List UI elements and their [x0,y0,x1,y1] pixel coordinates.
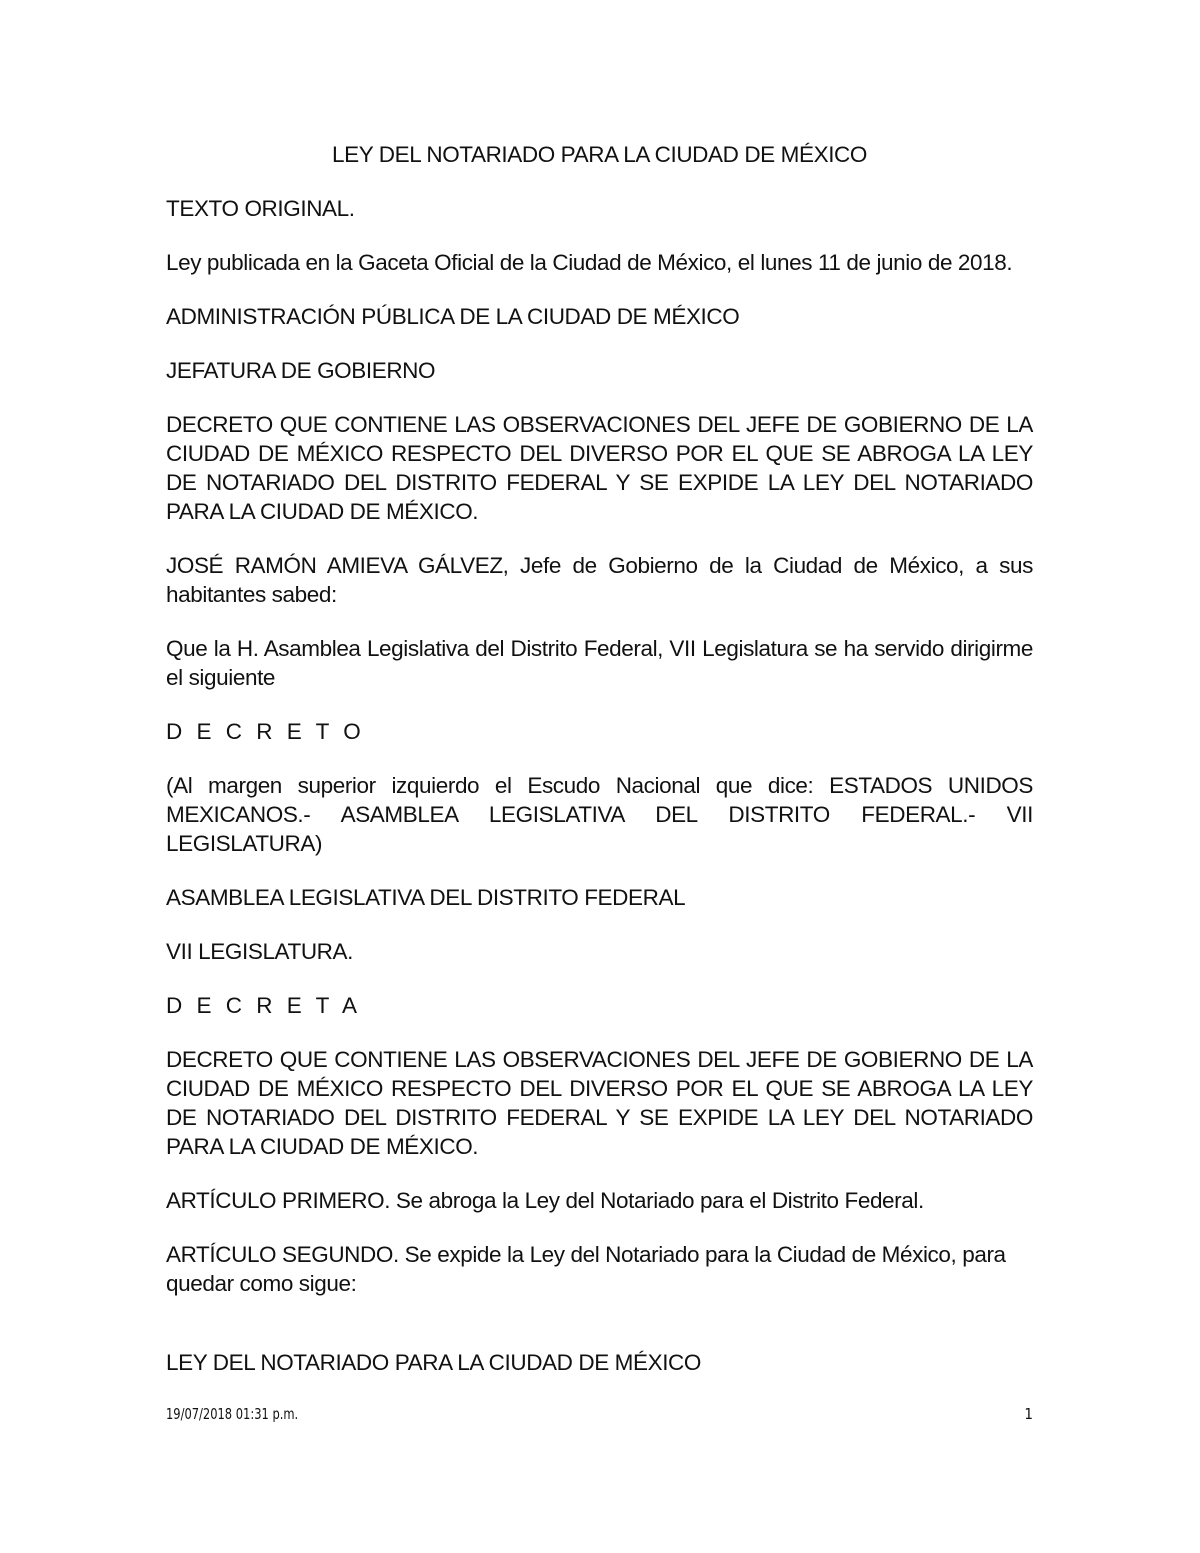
footer-timestamp: 19/07/2018 01:31 p.m. [166,1405,299,1423]
paragraph-publication: Ley publicada en la Gaceta Oficial de la Ciudad de México, el lunes 11 de junio de 2018. [166,250,1013,275]
paragraph-articulo-primero: ARTÍCULO PRIMERO. Se abroga la Ley del Notariado para el Distrito Federal. [166,1188,924,1213]
paragraph-decreto-heading-2: DECRETO QUE CONTIENE LAS OBSERVACIONES DEL JEFE DE GOBIERNO DE LA CIUDAD DE MÉXICO RESPECTO DEL DIVERSO POR EL QUE SE ABROGA LA LEY DE NOTARIADO DEL DISTRITO FEDERAL Y SE EXPIDE LA LEY DEL NOTARIADO PARA LA CIUDAD DE MÉXICO. [166,1047,1033,1159]
paragraph-ley-title-repeat: LEY DEL NOTARIADO PARA LA CIUDAD DE MÉXICO [166,1350,702,1375]
page-footer [166,1405,1033,1429]
page-number: 1 [1024,1405,1033,1423]
document-title: LEY DEL NOTARIADO PARA LA CIUDAD DE MÉXICO [331,142,867,167]
paragraph-asamblea-servido: Que la H. Asamblea Legislativa del Distrito Federal, VII Legislatura se ha servido dirigirme el siguiente [166,636,1033,690]
paragraph-jefe-gobierno: JOSÉ RAMÓN AMIEVA GÁLVEZ, Jefe de Gobierno de la Ciudad de México, a sus habitantes sabed: [166,553,1033,607]
paragraph-margen: (Al margen superior izquierdo el Escudo Nacional que dice: ESTADOS UNIDOS MEXICANOS.- ASAMBLEA LEGISLATIVA DEL DISTRITO FEDERAL.- VII LEGISLATURA) [166,773,1033,856]
paragraph-decreto: D E C R E T O [166,719,365,744]
paragraph-decreta: D E C R E T A [166,993,361,1018]
paragraph-jefatura: JEFATURA DE GOBIERNO [166,358,436,383]
paragraph-decreto-heading-1: DECRETO QUE CONTIENE LAS OBSERVACIONES DEL JEFE DE GOBIERNO DE LA CIUDAD DE MÉXICO RESPECTO DEL DIVERSO POR EL QUE SE ABROGA LA LEY DE NOTARIADO DEL DISTRITO FEDERAL Y SE EXPIDE LA LEY DEL NOTARIADO PARA LA CIUDAD DE MÉXICO. [166,412,1033,524]
paragraph-texto-original: TEXTO ORIGINAL. [166,196,355,221]
paragraph-legislatura: VII LEGISLATURA. [166,939,353,964]
paragraph-administracion: ADMINISTRACIÓN PÚBLICA DE LA CIUDAD DE MÉXICO [166,304,740,329]
document-body [166,140,1033,1402]
paragraph-asamblea: ASAMBLEA LEGISLATIVA DEL DISTRITO FEDERAL [166,885,686,910]
paragraph-articulo-segundo: ARTÍCULO SEGUNDO. Se expide la Ley del Notariado para la Ciudad de México, para quedar como sigue: [166,1242,1006,1296]
